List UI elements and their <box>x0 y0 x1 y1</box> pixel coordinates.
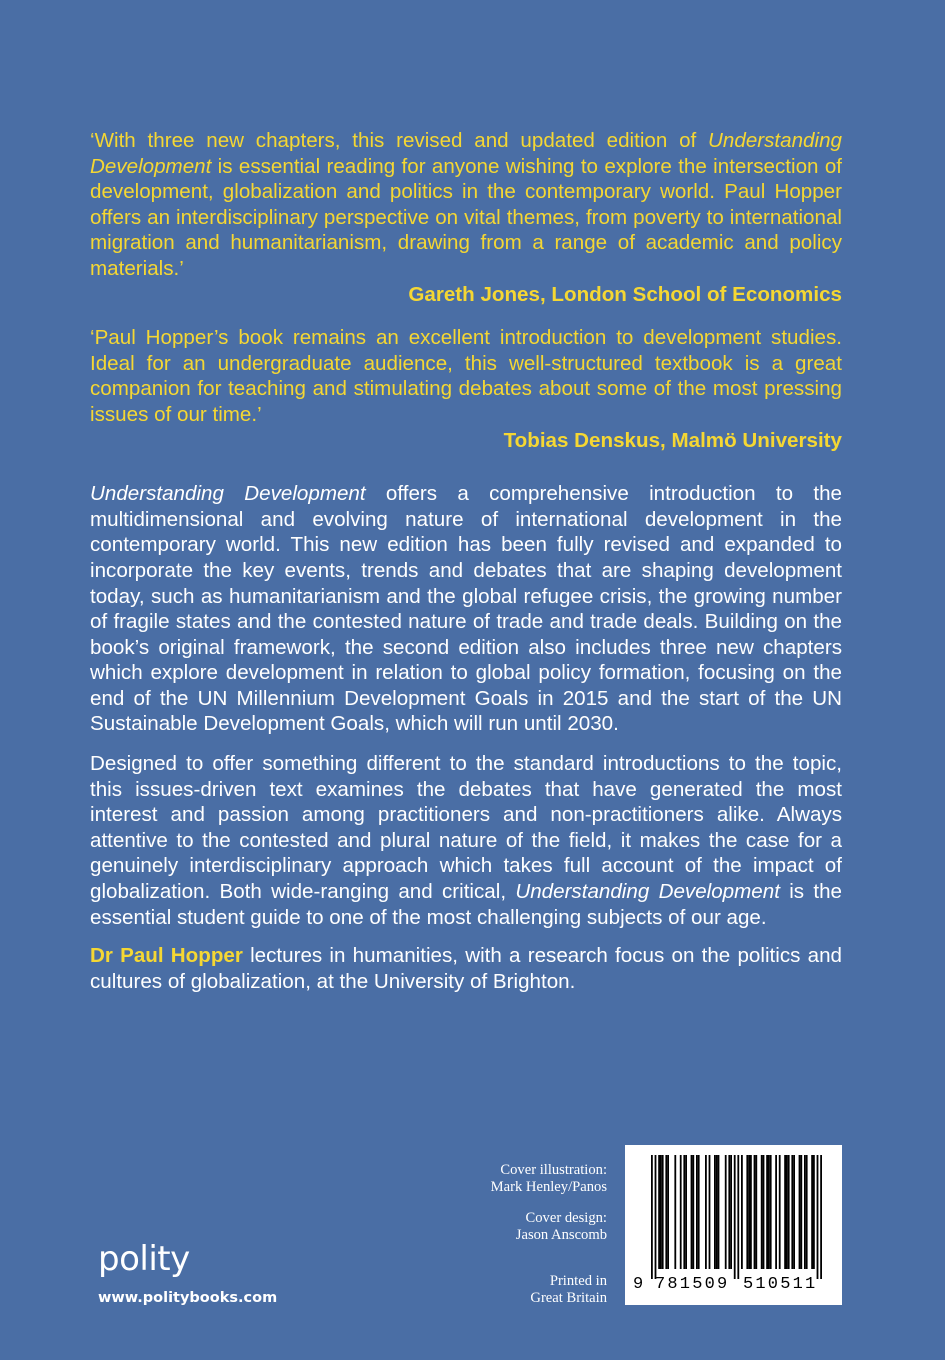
credit-cover-design <box>455 1210 607 1244</box>
barcode-bar <box>698 1155 700 1269</box>
barcode-bar <box>750 1155 752 1269</box>
barcode-right-digits: 510511 <box>743 1275 818 1294</box>
barcode-bar <box>660 1155 662 1269</box>
description-paragraph-2 <box>90 751 842 930</box>
barcode-bar <box>674 1155 676 1269</box>
credit-design-label: Cover design: <box>525 1210 607 1226</box>
description-book-title: Understanding Development <box>90 482 366 506</box>
barcode-bar <box>768 1155 770 1269</box>
barcode-bar <box>737 1155 739 1279</box>
description-paragraph-2-start: Designed to offer something different to the standard introductions to the topic, this issues-driven text examines the debates that have generated the most interest and passion among practitioners and non-practitioners alike. Always attentive to the contested and plural nature of the field, it makes the case for a genuinely interdisciplinary approach which takes full account of the impact of globalization. Both wide-ranging and critical, <box>90 752 842 904</box>
barcode-bar <box>718 1155 720 1269</box>
author-name: Dr Paul Hopper <box>90 944 243 968</box>
barcode-bar <box>791 1155 793 1269</box>
description-paragraph-1-text: offers a comprehensive introduction to the multidimensional and evolving nature of international development in the contemporary world. This new edition has been fully revised and expanded to incorporate the key events, trends and debates that are shaping development today, such as humanitarianism and the global refugee crisis, the growing number of fragile states and the contested nature of trade and trade deals. Building on the book’s original framework, the second edition also includes three new chapters which explore development in relation to global policy formation, focusing on the end of the UN Millennium Development Goals in 2015 and the start of the UN Sustainable Development Goals, which will run until 2030. <box>90 482 842 736</box>
barcode-bar <box>658 1155 660 1269</box>
barcode-bar <box>734 1155 736 1279</box>
barcode-bar <box>746 1155 748 1269</box>
barcode-bar <box>667 1155 669 1269</box>
review-1-book-title: Understanding Development <box>90 129 842 178</box>
barcode-bar <box>714 1155 716 1269</box>
review-attribution-1: Gareth Jones, London School of Economics <box>408 282 842 306</box>
barcode-bar <box>779 1155 781 1269</box>
barcode-bar <box>709 1155 711 1269</box>
barcode-bar <box>793 1155 795 1269</box>
barcode-bar <box>813 1155 815 1269</box>
credit-design-value: Jason Anscomb <box>515 1227 607 1243</box>
barcode-bar <box>685 1155 687 1269</box>
barcode-bar <box>766 1155 768 1269</box>
barcode-bars <box>651 1155 822 1279</box>
barcode-bar <box>804 1155 806 1269</box>
publisher-url: www.politybooks.com <box>98 1290 278 1306</box>
barcode-bar <box>811 1155 813 1269</box>
credit-illustration-value: Mark Henley/Panos <box>490 1179 607 1195</box>
barcode-bar <box>788 1155 790 1269</box>
barcode-bar <box>741 1155 743 1269</box>
barcode-bar <box>820 1155 822 1279</box>
barcode-bar <box>755 1155 757 1269</box>
review-1-text-end: is essential reading for anyone wishing to explore the intersection of development, globalization and politics in the contemporary world. Paul Hopper offers an interdisciplinary perspective on vital themes, from poverty to international migration and humanitarianism, drawing from a range of academic and policy materials.’ <box>90 154 842 280</box>
review-quote-1 <box>90 128 842 282</box>
credit-illustration-label: Cover illustration: <box>500 1162 607 1178</box>
isbn-barcode <box>625 1145 842 1305</box>
barcode-bar <box>770 1155 772 1269</box>
barcode-bar <box>786 1155 788 1269</box>
review-quote-2: ‘Paul Hopper’s book remains an excellent introduction to development studies. Ideal for an undergraduate audience, this well-structured textbook is a great companion for teaching and stimulating debates about some of the most pressing issues of our time.’ <box>90 326 842 426</box>
barcode-bar <box>806 1155 808 1269</box>
barcode-bar <box>784 1155 786 1269</box>
back-cover-text <box>90 128 842 994</box>
review-1-text-start: ‘With three new chapters, this revised and updated edition of <box>90 129 709 152</box>
author-bio <box>90 943 842 994</box>
barcode-left-digits: 781509 <box>655 1275 730 1294</box>
barcode-bar <box>655 1155 657 1279</box>
barcode-bar <box>800 1155 802 1269</box>
barcode-bar <box>705 1155 707 1269</box>
barcode-bar <box>651 1155 653 1279</box>
barcode-bar <box>817 1155 819 1279</box>
credit-printed-label: Printed in <box>549 1273 607 1289</box>
barcode-bar <box>662 1155 664 1269</box>
barcode-bar <box>696 1155 698 1269</box>
barcode-bar <box>763 1155 765 1269</box>
credit-printed-value: Great Britain <box>530 1290 607 1306</box>
barcode-bar <box>692 1155 694 1269</box>
barcode-graphic <box>625 1145 842 1305</box>
barcode-first-digit: 9 <box>633 1275 644 1294</box>
description-book-title-2: Understanding Development <box>515 880 780 904</box>
barcode-bar <box>691 1155 693 1269</box>
barcode-bar <box>683 1155 685 1269</box>
barcode-bar <box>725 1155 727 1269</box>
barcode-bar <box>799 1155 801 1269</box>
polity-logo: polity <box>98 1239 190 1279</box>
barcode-bar <box>748 1155 750 1269</box>
barcode-bar <box>754 1155 756 1269</box>
barcode-bar <box>761 1155 763 1269</box>
barcode-bar <box>665 1155 667 1269</box>
description-paragraph-2-end: is the essential student guide to one of the most challenging subjects of our age. <box>90 880 842 929</box>
barcode-bar <box>730 1155 732 1269</box>
barcode-bar <box>680 1155 682 1269</box>
barcode-bar <box>775 1155 777 1269</box>
barcode-bar <box>728 1155 730 1269</box>
credit-printed-in <box>455 1273 607 1307</box>
author-bio-text: lectures in humanities, with a research focus on the politics and cultures of globalization, at the University of Brighton. <box>90 944 842 993</box>
credit-cover-illustration <box>455 1162 607 1196</box>
barcode-bar <box>716 1155 718 1269</box>
description-paragraph-1 <box>90 481 842 737</box>
review-attribution-2: Tobias Denskus, Malmö University <box>503 428 842 452</box>
